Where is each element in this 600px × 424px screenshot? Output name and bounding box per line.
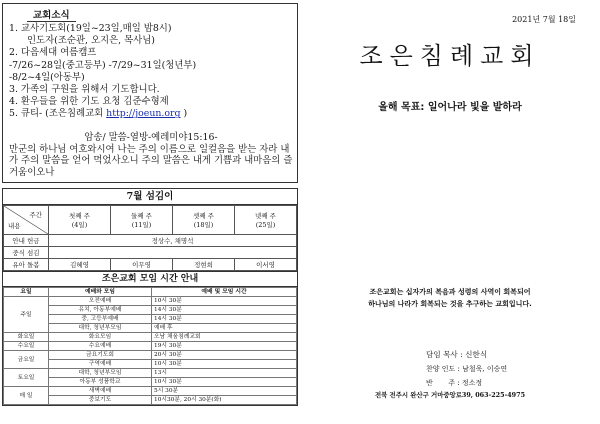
week-header: 넷째 주 (25일) <box>235 206 297 235</box>
duty-cell: 이무영 <box>111 259 173 271</box>
meeting-day: 화요일 <box>4 333 49 342</box>
meeting-name: 중보기도 <box>49 396 152 405</box>
church-news-box <box>2 3 298 183</box>
header-meeting: 예배와 모임 <box>49 288 152 297</box>
meeting-time: 20시 30분 <box>152 351 297 360</box>
meeting-day: 금요일 <box>4 351 49 369</box>
memory-verse <box>9 132 293 178</box>
meeting-time: 오남 채움침례교회 <box>152 333 297 342</box>
duty-cell: 이서영 <box>235 259 297 271</box>
duty-header-row <box>4 206 297 235</box>
meeting-time: 10시 30분 <box>152 297 297 306</box>
news-item: 1. 교사기도회(19일~23일,매일 밤8시) <box>9 23 172 34</box>
qt-prefix: 5. 큐티- (조은침례교회 <box>9 108 107 120</box>
news-item: -7/26~28일(중고등부) -7/29~31일(청년부) <box>9 59 197 71</box>
left-column <box>2 3 298 403</box>
year-theme: 올해 목표: 일어나라 빛을 발하라 <box>378 102 522 113</box>
meeting-name: 수요예배 <box>49 342 152 351</box>
meeting-time: 14시 30분 <box>152 315 297 324</box>
news-item: 4. 환우들을 위한 기도 요청 김준수형제 <box>9 96 169 108</box>
meeting-day: 매 일 <box>4 387 49 405</box>
meeting-time: 14시 30분 <box>152 306 297 315</box>
church-name: 조은침례교회 <box>359 42 541 70</box>
qt-suffix: ) <box>180 108 188 120</box>
duty-roster <box>2 188 298 272</box>
mission-line: 조은교회는 십자가의 복음과 성령의 사역이 회복되어 <box>369 288 531 296</box>
duty-cell: 정현희 <box>173 259 235 271</box>
meeting-name: 오전예배 <box>49 297 152 306</box>
duty-cell: 김혜영 <box>49 259 111 271</box>
duty-roster-title: 7월 섬김이 <box>3 189 297 205</box>
meeting-row <box>4 333 297 342</box>
week-header: 첫째 주 (4일) <box>49 206 111 235</box>
meeting-name: 금요기도회 <box>49 351 152 360</box>
duty-row-label: 유아 돌봄 <box>4 259 49 271</box>
meeting-name: 구역예배 <box>49 360 152 369</box>
meeting-name: 아동부 성품학교 <box>49 378 152 387</box>
meeting-name: 유치, 아동부예배 <box>49 306 152 315</box>
news-item: 2. 다음세대 여름캠프 <box>9 47 97 59</box>
news-item: 인도자(조순관, 오지은, 목사님) <box>27 35 155 47</box>
meeting-rows <box>4 297 297 405</box>
week-header: 셋째 주 (18일) <box>173 206 235 235</box>
duty-row <box>4 247 297 259</box>
header-day: 요일 <box>4 288 49 297</box>
praise-leaders: 찬양 인도 : 남철욱, 이승연 <box>426 365 508 373</box>
meeting-name: 대학, 청년부모임 <box>49 324 152 333</box>
mission-statement <box>300 286 600 310</box>
news-item-qt <box>9 108 196 120</box>
verse-reference: 암송/ 말씀-열방-예레미야15:16- <box>84 132 218 143</box>
meeting-schedule <box>2 271 298 406</box>
meeting-row <box>4 387 297 396</box>
meeting-row <box>4 342 297 351</box>
meeting-row <box>4 351 297 360</box>
church-address: 전북 전주시 완산구 거마중앙로39, 063-225-4975 <box>374 391 526 399</box>
church-news-title: 교회소식 <box>33 7 70 21</box>
staff-list <box>426 348 507 390</box>
qt-link[interactable]: http://joeun.org <box>106 108 181 120</box>
meeting-table <box>3 287 297 405</box>
senior-pastor: 담임 목사 : 신한식 <box>426 350 488 359</box>
meeting-day: 수요일 <box>4 342 49 351</box>
accompanist: 반 주 : 정소정 <box>426 379 483 387</box>
corner-top-label: 주간 <box>29 211 42 219</box>
meeting-time: 예배 후 <box>152 324 297 333</box>
meeting-day: 토요일 <box>4 369 49 387</box>
duty-row-label: 중식 섬김 <box>4 247 49 259</box>
duty-merged-cell: 정상수, 채명석 <box>49 235 297 247</box>
duty-row <box>4 235 297 247</box>
duty-merged-cell <box>49 247 297 259</box>
meeting-time: 10시30분, 20시 30분(화) <box>152 396 297 405</box>
meeting-name: 중, 고등부예배 <box>49 315 152 324</box>
verse-text: 만군의 하나님 여호와시여 나는 주의 이름으로 일컬음을 받는 자라 내가 주의 말씀을 얻어 먹었사오니 주의 말씀은 내게 기쁨과 내마음의 즐거움이오나 <box>9 143 293 178</box>
meeting-day: 주일 <box>4 297 49 333</box>
header-time: 예배 및 모임 시간 <box>152 288 297 297</box>
meeting-name: 대학, 청년부모임 <box>49 369 152 378</box>
meeting-name: 새벽예배 <box>49 387 152 396</box>
mission-line: 하나님의 나라가 회복되는 것을 추구하는 교회입니다. <box>368 300 532 308</box>
meeting-time: 10시 30분 <box>152 378 297 387</box>
bulletin-date: 2021년 7월 18일 <box>512 15 576 24</box>
news-item: 3. 가족의 구원을 위해서 기도합니다. <box>9 84 160 96</box>
meeting-time: 13시 <box>152 369 297 378</box>
duty-table <box>3 205 297 271</box>
meeting-schedule-title: 조은교회 모임 시간 안내 <box>3 272 297 287</box>
news-item: -8/2~4일(아동부) <box>9 71 85 83</box>
meeting-time: 5시 30분 <box>152 387 297 396</box>
right-column <box>300 0 600 424</box>
duty-row <box>4 259 297 271</box>
meeting-row <box>4 297 297 306</box>
duty-row-label: 안내 헌금 <box>4 235 49 247</box>
meeting-row <box>4 369 297 378</box>
church-news-list <box>9 23 196 121</box>
corner-bottom-label: 내용 <box>8 222 21 230</box>
meeting-header-row <box>4 288 297 297</box>
meeting-time: 19시 30분 <box>152 342 297 351</box>
meeting-time: 10시 30분 <box>152 360 297 369</box>
duty-corner-cell <box>4 206 49 235</box>
meeting-name: 화요모임 <box>49 333 152 342</box>
week-header: 둘째 주 (11일) <box>111 206 173 235</box>
